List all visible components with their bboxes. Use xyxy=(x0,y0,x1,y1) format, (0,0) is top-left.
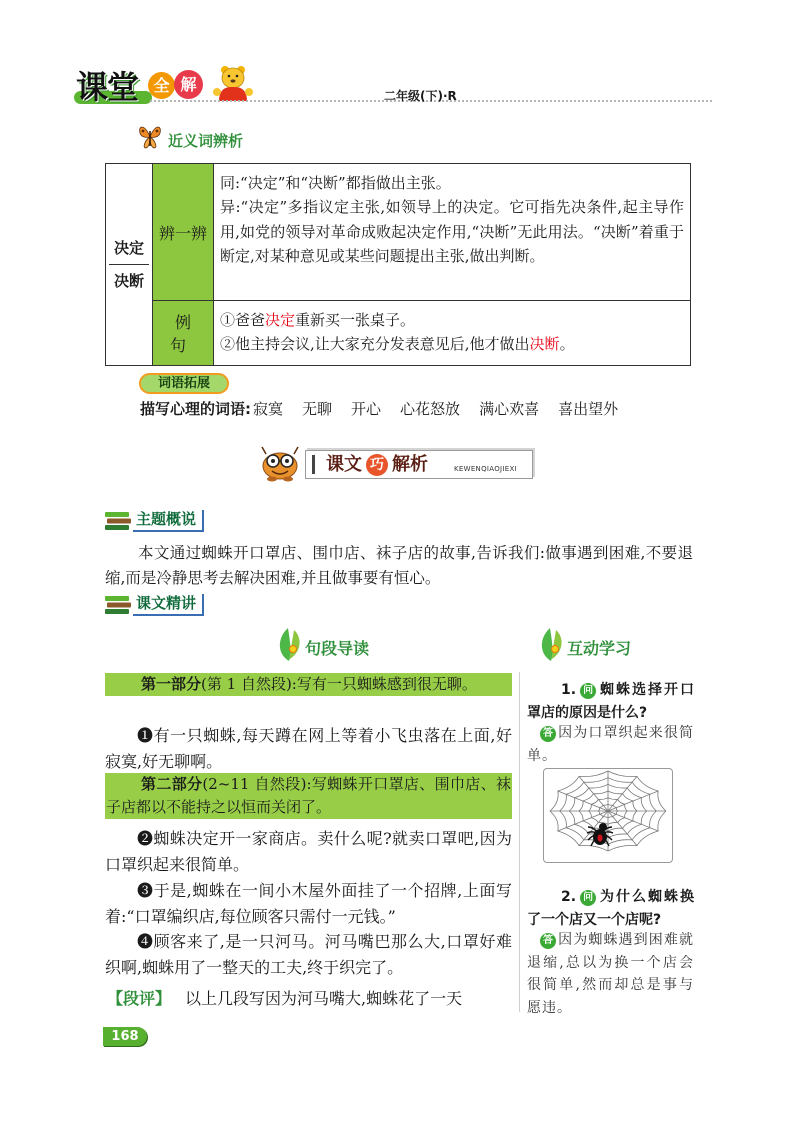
banner-pinyin: KEWENQIAOJIEXI xyxy=(454,465,517,473)
answer-2 xyxy=(527,929,694,1019)
banner-text: 解析 xyxy=(392,454,428,475)
interactive-study-title: 互动学习 xyxy=(567,639,632,658)
question-2 xyxy=(527,886,694,931)
answer-icon: 答 xyxy=(540,933,556,949)
example-text: 。 xyxy=(559,335,575,354)
word-pair-cell xyxy=(106,164,153,366)
diff-text: 异:“决定”多指议定主张,如领导上的决定。它可指先决条件,起主导作用,如党的领导对革命成败起决定作用,“决断”无此用法。“决断”着重于断定,对某种意见或某些问题提出主张,做出判断。 xyxy=(220,198,684,265)
paragraph-text: 有一只蜘蛛,每天蹲在网上等着小飞虫落在上面,好寂寞,好无聊啊。 xyxy=(105,726,512,771)
word-1: 决定 xyxy=(113,239,144,257)
discern-text-cell xyxy=(214,164,691,301)
table-row xyxy=(106,164,691,301)
word-2: 决断 xyxy=(113,272,144,290)
paragraph-text: 蜘蛛决定开一家商店。卖什么呢?就卖口罩吧,因为口罩织起来很简单。 xyxy=(105,829,512,874)
question-text: 蜘蛛选择开口罩店的原因是什么? xyxy=(527,682,694,721)
question-icon: 问 xyxy=(580,683,596,699)
comment-label: 【段评】 xyxy=(107,989,172,1008)
example-text: ①爸爸 xyxy=(220,311,266,329)
example-text: ②他主持会议,让大家充分发表意见后,他才做出 xyxy=(220,335,530,354)
book-stack-icon xyxy=(105,595,131,615)
theme-section-title: 主题概说 xyxy=(133,510,204,532)
example-text-cell xyxy=(214,301,691,366)
paragraph-2 xyxy=(105,826,512,877)
brand-title: 课堂 xyxy=(76,68,139,106)
lecture-section-title: 课文精讲 xyxy=(133,594,204,616)
paragraph-number: ❶ xyxy=(137,726,154,745)
synonym-section-title: 近义词辨析 xyxy=(168,132,244,150)
theme-paragraph: 本文通过蜘蛛开口罩店、围巾店、袜子店的故事,告诉我们:做事遇到困难,不要退缩,而是冷静思考去解决困难,并且做事要有恒心。 xyxy=(105,544,693,587)
word-expansion-label: 描写心理的词语: xyxy=(140,400,251,418)
part-desc: (2~11 自然段):写蜘蛛开口罩店、围巾店、袜子店都以不能持之以恒而关闭了。 xyxy=(106,775,511,816)
part-desc: (第 1 自然段):写有一只蜘蛛感到很无聊。 xyxy=(201,675,477,693)
example-sentence xyxy=(220,308,684,332)
same-text: 同:“决定”和“决断”都指做出主张。 xyxy=(220,174,451,192)
answer-text: 因为蜘蛛遇到困难就退缩,总以为换一个店会很简单,然而却总是事与愿违。 xyxy=(527,932,694,1016)
bear-mascot-icon xyxy=(203,64,261,102)
comment-text: 以上几段写因为河马嘴大,蜘蛛花了一天 xyxy=(185,989,463,1008)
word-expansion-badge: 词语拓展 xyxy=(139,373,229,394)
leaf-icon xyxy=(276,625,302,663)
page-number: 168 xyxy=(103,1027,147,1046)
paragraph-text: 顾客来了,是一只河马。河马嘴巴那么大,口罩好难织啊,蜘蛛用了一整天的工夫,终于织完了。 xyxy=(105,932,512,977)
brand-circle-quan: 全 xyxy=(148,72,175,99)
banner-circle: 巧 xyxy=(366,454,388,476)
expansion-word: 心花怒放 xyxy=(400,400,461,418)
paragraph-number: ❹ xyxy=(137,932,154,951)
banner-bar xyxy=(312,455,315,474)
answer-text: 因为口罩织起来很简单。 xyxy=(527,725,694,764)
question-icon: 问 xyxy=(580,890,596,906)
expansion-word: 无聊 xyxy=(302,400,333,418)
paragraph-3 xyxy=(105,878,512,929)
grade-label: 二年级(下)·R xyxy=(384,89,457,103)
spider-mark xyxy=(598,835,603,842)
reading-guide-title: 句段导读 xyxy=(305,639,370,658)
example-label: 例 句 xyxy=(169,313,201,355)
banner-title xyxy=(326,453,428,477)
brand-circle-jie: 解 xyxy=(174,70,203,99)
glasses-mascot-icon xyxy=(258,444,302,482)
leaf-icon xyxy=(538,625,564,663)
example-highlight: 决定 xyxy=(265,311,296,329)
paragraph-number: ❷ xyxy=(137,829,154,848)
example-highlight: 决断 xyxy=(529,335,560,354)
paragraph-number: ❸ xyxy=(137,881,154,900)
example-label-cell xyxy=(153,301,214,366)
expansion-word: 满心欢喜 xyxy=(479,400,540,418)
part-1-box xyxy=(105,673,512,696)
expansion-word: 喜出望外 xyxy=(558,400,619,418)
part-label: 第二部分 xyxy=(141,775,203,793)
question-number: 2. xyxy=(561,889,577,905)
paragraph-4 xyxy=(105,929,512,980)
spider-web-icon xyxy=(544,769,672,862)
example-text: 重新买一张桌子。 xyxy=(295,311,416,329)
discern-label-cell xyxy=(153,164,214,301)
word-expansion-line xyxy=(140,398,618,420)
part-label: 第一部分 xyxy=(141,675,202,693)
spider-web-illustration xyxy=(543,768,673,863)
word-separator xyxy=(109,264,149,265)
answer-icon: 答 xyxy=(540,726,556,742)
expansion-word: 寂寞 xyxy=(253,400,284,418)
paragraph-text: 于是,蜘蛛在一间小木屋外面挂了一个招牌,上面写着:“口罩编织店,每位顾客只需付一元钱。” xyxy=(105,881,512,926)
answer-1 xyxy=(527,722,694,767)
discern-label: 辨一辨 xyxy=(158,223,207,243)
question-text: 为什么蜘蛛换了一个店又一个店呢? xyxy=(527,889,694,928)
lesson-analysis-banner xyxy=(305,450,533,479)
example-sentence xyxy=(220,332,684,356)
part-2-box xyxy=(105,773,512,819)
synonym-table xyxy=(105,163,691,366)
column-divider xyxy=(519,672,520,1012)
book-stack-icon xyxy=(105,511,131,531)
expansion-word: 开心 xyxy=(351,400,382,418)
paragraph-1 xyxy=(105,723,512,774)
question-1 xyxy=(527,679,694,724)
banner-text: 课文 xyxy=(326,454,362,475)
butterfly-icon xyxy=(138,122,162,152)
paragraph-comment xyxy=(107,986,512,1011)
table-row xyxy=(106,301,691,366)
question-number: 1. xyxy=(561,682,577,698)
